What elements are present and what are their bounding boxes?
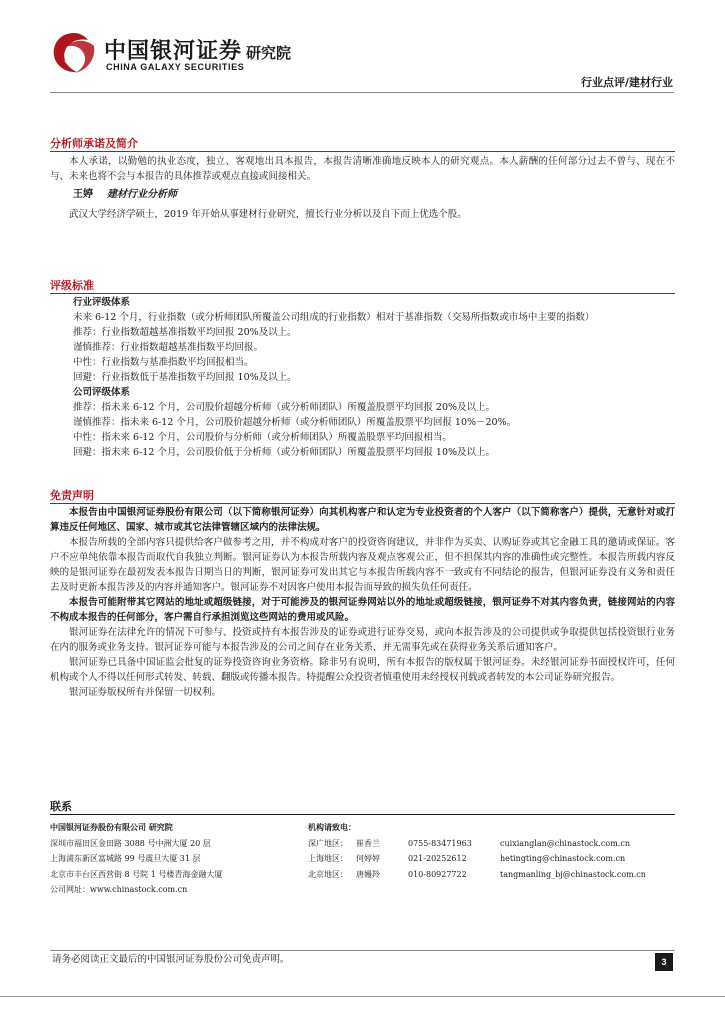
address-line: 深圳市福田区金田路 3088 号中洲大厦 20 层: [50, 838, 211, 848]
institution-contacts-block: [308, 820, 646, 882]
analyst-name: 王婷: [73, 189, 93, 200]
footer-divider: [50, 950, 675, 951]
contact-email[interactable]: cuixianglan@chinastock.com.cn: [500, 838, 630, 848]
company-rating-line: 中性：指未来 6-12 个月，公司股价与分析师（或分析师团队）所覆盖股票平均回报相当。: [73, 432, 452, 443]
company-name: 中国银河证券股份有限公司 研究院: [50, 823, 173, 832]
page-bottom-line: [0, 996, 725, 997]
company-rating-line: 谨慎推荐：指未来 6-12 个月，公司股价超越分析师（或分析师团队）所覆盖股票平均回报 10%－20%。: [73, 417, 517, 428]
contact-region: 北京地区：: [308, 869, 348, 879]
analyst-title: 建材行业分析师: [107, 189, 177, 200]
header-divider: [50, 92, 674, 93]
contact-email[interactable]: tangmanling_bj@chinastock.com.cn: [500, 869, 646, 879]
section-title: 免责声明: [50, 489, 675, 504]
logo-chinese-name: 中国银河证券: [104, 39, 243, 64]
address-line: 北京市丰台区西营街 8 号院 1 号楼青海金融大厦: [50, 869, 223, 879]
disclaimer-paragraph: 本报告所载的全部内容只提供给客户做参考之用，并不构成对客户的投资咨询建议，并非作为买卖、认购证券或其它金融工具的邀请或保证。客户不应单纯依靠本报告而取代自我独立判断。银河证券认为本报告所载内容及观点客观公正，但不担保其内容的准确性或完整性。本报告所载内容反映的是银河证券在最初发表本报告日期当日的判断，银河证券可发出其它与本报告所载内容不一致或有不同结论的报告，但银河证券没有义务和责任去及时更新本报告涉及的内容并通知客户。银河证券不对因客户使用本报告而导致的损失负任何责任。: [50, 537, 675, 593]
rating-section: [50, 279, 675, 460]
report-category-tag: 行业点评/建材行业: [580, 76, 673, 89]
contact-row: [308, 867, 646, 883]
industry-rating-heading: 行业评级体系: [73, 297, 131, 308]
company-rating-heading: 公司评级体系: [73, 387, 131, 398]
industry-rating-line: 回避：行业指数低于基准指数平均回报 10%及以上。: [73, 372, 297, 383]
disclaimer-paragraph: 银河证券已具备中国证监会批复的证券投资咨询业务资格。除非另有说明，所有本报告的版权属于银河证券。未经银河证券书面授权许可，任何机构或个人不得以任何形式转发、转载、翻版或传播本报告。特提醒公众投资者慎重使用未经授权刊载或者转发的本公司证券研究报告。: [50, 657, 675, 683]
page-number: 3: [655, 953, 673, 971]
galaxy-logo-icon: [50, 30, 98, 76]
disclaimer-paragraph: 银河证券版权所有并保留一切权利。: [69, 687, 222, 698]
contacts-heading: 机构请致电：: [308, 823, 356, 832]
analyst-section: [50, 137, 675, 222]
contact-row: [308, 836, 646, 852]
disclaimer-paragraph: 本报告可能附带其它网站的地址或超级链接，对于可能涉及的银河证券网站以外的地址或超级链接，银河证券不对其内容负责，链接网站的内容不构成本报告的任何部分，客户需自行承担浏览这些网站的费用或风险。: [50, 597, 675, 623]
company-rating-line: 推荐：指未来 6-12 个月，公司股价超越分析师（或分析师团队）所覆盖股票平均回报 20%及以上。: [73, 402, 496, 413]
section-title: 评级标准: [50, 279, 675, 294]
contact-phone: 010-80927722: [408, 869, 467, 879]
contact-phone: 0755-83471963: [408, 838, 472, 848]
industry-rating-intro: 未来 6-12 个月，行业指数（或分析师团队所覆盖公司组成的行业指数）相对于基准指数（交易所指数或市场中主要的指数）: [73, 312, 595, 323]
industry-rating-line: 中性：行业指数与基准指数平均回报相当。: [73, 357, 254, 368]
contact-email[interactable]: hetingting@chinastock.com.cn: [500, 854, 626, 863]
industry-rating-line: 推荐：行业指数超越基准指数平均回报 20%及以上。: [73, 327, 297, 338]
contact-phone: 021-20252612: [408, 854, 467, 863]
footer-disclaimer-note: 请务必阅读正文最后的中国银河证券股份公司免责声明。: [52, 954, 290, 965]
company-address-block: [50, 820, 222, 898]
contact-region: 上海地区：: [308, 854, 348, 863]
logo-english-name: CHINA GALAXY SECURITIES: [106, 62, 245, 72]
contact-name: 唐嫚羚: [356, 869, 380, 879]
contact-region: 深广地区：: [308, 838, 348, 848]
analyst-bio: 武汉大学经济学硕士，2019 年开始从事建材行业研究，擅长行业分析以及自下而上优选个股。: [69, 209, 467, 220]
company-rating-line: 回避：指未来 6-12 个月，公司股价低于分析师（或分析师团队）所覆盖股票平均回报 10%及以上。: [73, 447, 496, 458]
disclaimer-paragraph: 本报告由中国银河证券股份有限公司（以下简称银河证券）向其机构客户和认定为专业投资者的个人客户（以下简称客户）提供，无意针对或打算违反任何地区、国家、城市或其它法律管辖区域内的法律法规。: [50, 507, 675, 533]
section-title: 联系: [50, 800, 675, 815]
address-line: 上海浦东新区富城路 99 号震旦大厦 31 层: [50, 854, 201, 863]
disclaimer-paragraph: 银河证券在法律允许的情况下可参与、投资或持有本报告涉及的证券或进行证券交易，或向本报告涉及的公司提供或争取提供包括投资银行业务在内的服务或业务支持。银河证券可能与本报告涉及的公司之间存在业务关系，并无需事先或在获得业务关系后通知客户。: [50, 627, 675, 653]
analyst-line: [50, 187, 675, 203]
analyst-commitment: 本人承诺，以勤勉的执业态度，独立、客观地出具本报告，本报告清晰准确地反映本人的研究观点。本人薪酬的任何部分过去不曾与、现在不与、未来也将不会与本报告的具体推荐或观点直接或间接相关。: [50, 156, 675, 182]
industry-rating-line: 谨慎推荐：行业指数超越基准指数平均回报。: [73, 342, 264, 353]
company-website: 公司网址：www.chinastock.com.cn: [50, 885, 188, 894]
section-title: 分析师承诺及简介: [50, 137, 675, 152]
contact-name: 崔香兰: [356, 838, 380, 848]
contact-section: [50, 800, 675, 910]
disclaimer-section: [50, 489, 675, 700]
contact-name: 何婷婷: [356, 854, 380, 863]
contact-row: [308, 851, 646, 867]
research-institute-label: 研究院: [246, 44, 292, 62]
